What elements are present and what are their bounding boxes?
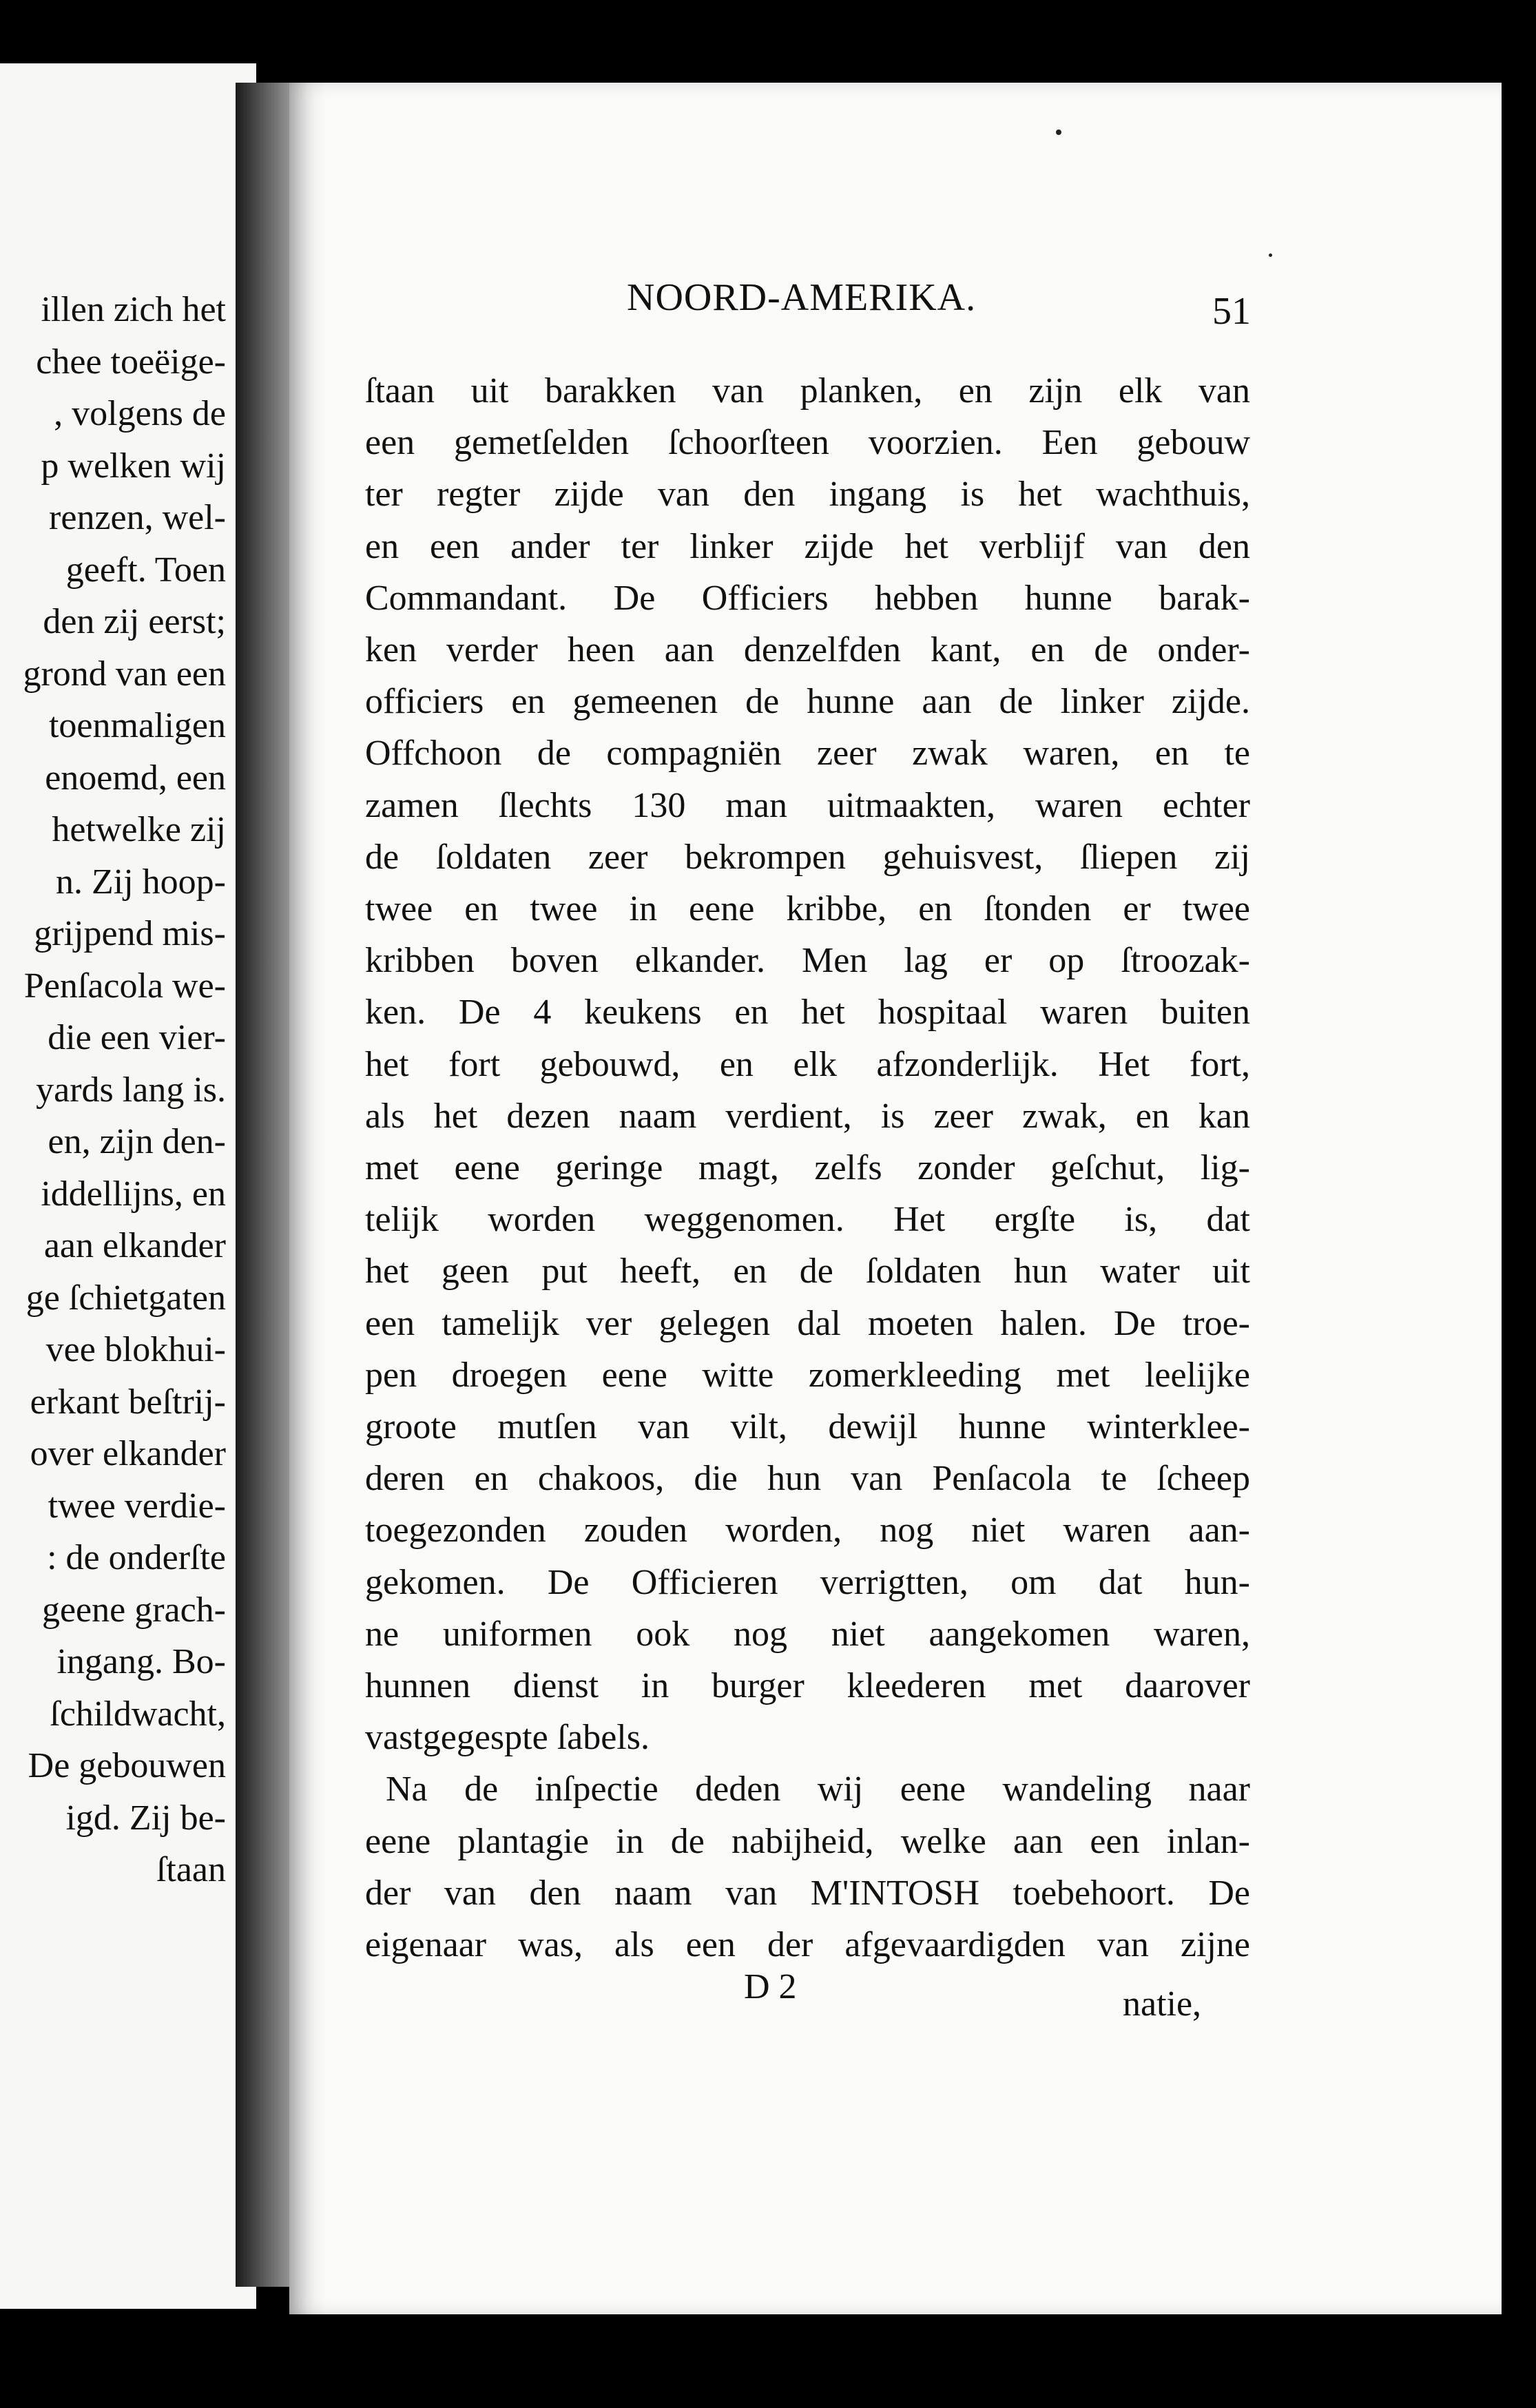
body-line: Offchoon de compagniën zeer zwak waren, en te bbox=[365, 734, 1250, 774]
body-line: met eene geringe magt, zelfs zonder geſchut, lig- bbox=[365, 1148, 1250, 1187]
body-line: Commandant. De Officiers hebben hunne barak- bbox=[365, 578, 1250, 618]
left-page-line: geene grach- bbox=[41, 1590, 226, 1630]
body-line: toegezonden zouden worden, nog niet waren aan- bbox=[365, 1511, 1250, 1550]
body-line: eigenaar was, als een der afgevaardigden van zijne bbox=[365, 1925, 1250, 1964]
body-line: twee en twee in eene kribbe, en ſtonden er twee bbox=[365, 889, 1250, 928]
body-line: vastgegespte ſabels. bbox=[365, 1718, 650, 1758]
body-line: en een ander ter linker zijde het verblijf van den bbox=[365, 526, 1250, 566]
body-line: telijk worden weggenomen. Het ergſte is, dat bbox=[365, 1200, 1250, 1240]
signature-mark: D 2 bbox=[744, 1967, 797, 2006]
body-line: ne uniformen ook nog niet aangekomen waren, bbox=[365, 1614, 1250, 1654]
left-page-line: over elkander bbox=[30, 1434, 226, 1473]
left-page-line: yards lang is. bbox=[36, 1070, 226, 1110]
body-line: eene plantagie in de nabijheid, welke aan een inlan- bbox=[365, 1821, 1250, 1861]
left-page-line: ſtaan bbox=[156, 1850, 226, 1889]
left-page-line: chee toeëige- bbox=[36, 342, 226, 382]
left-page-line: hetwelke zij bbox=[52, 810, 226, 849]
left-page-line: vee blokhui- bbox=[45, 1330, 226, 1369]
ink-speck bbox=[1269, 253, 1272, 257]
left-page-line: ingang. Bo- bbox=[56, 1642, 226, 1681]
body-line: Na de inſpectie deden wij eene wandeling naar bbox=[386, 1769, 1250, 1809]
body-line: het fort gebouwd, en elk afzonderlijk. Het fort, bbox=[365, 1044, 1250, 1084]
body-line: der van den naam van M'INTOSH toebehoort. De bbox=[365, 1873, 1250, 1913]
left-page-line: renzen, wel- bbox=[49, 498, 226, 537]
left-page-line: igd. Zij be- bbox=[65, 1798, 226, 1838]
left-page-line: Penſacola we- bbox=[23, 966, 226, 1006]
left-page-line: n. Zij hoop- bbox=[56, 862, 226, 902]
catchword: natie, bbox=[1123, 1984, 1202, 2024]
left-page-line: toenmaligen bbox=[48, 706, 226, 745]
left-page-line: twee verdie- bbox=[48, 1486, 226, 1526]
left-page-line: grond van een bbox=[23, 654, 226, 694]
ink-speck bbox=[1056, 129, 1061, 135]
left-page-line: , volgens de bbox=[54, 394, 226, 433]
body-line: een gemetſelden ſchoorſteen voorzien. Een gebouw bbox=[365, 423, 1250, 463]
left-page-line: en, zijn den- bbox=[48, 1122, 226, 1161]
left-page-line: De gebouwen bbox=[28, 1746, 226, 1785]
left-page-line: iddellijns, en bbox=[41, 1174, 226, 1214]
body-line: deren en chakoos, die hun van Penſacola te ſcheep bbox=[365, 1459, 1250, 1499]
left-page-line: illen zich het bbox=[41, 290, 226, 329]
left-page-line: : de onderſte bbox=[47, 1538, 226, 1577]
left-page bbox=[0, 63, 256, 2309]
left-page-line: ſchildwacht, bbox=[50, 1694, 226, 1734]
left-page-line: erkant beſtrij- bbox=[30, 1382, 226, 1422]
body-line: hunnen dienst in burger kleederen met daarover bbox=[365, 1666, 1250, 1705]
body-line: het geen put heeft, en de ſoldaten hun water uit bbox=[365, 1252, 1250, 1291]
left-page-line: enoemd, een bbox=[45, 758, 226, 798]
body-line: ken. De 4 keukens en het hospitaal waren buiten bbox=[365, 993, 1250, 1032]
left-page-line: den zij eerst; bbox=[43, 602, 226, 641]
running-head: NOORD-AMERIKA. bbox=[627, 276, 977, 319]
body-line: pen droegen eene witte zomerkleeding met leelijke bbox=[365, 1355, 1250, 1395]
body-line: de ſoldaten zeer bekrompen gehuisvest, ſliepen zij bbox=[365, 837, 1250, 877]
left-page-line: grijpend mis- bbox=[34, 914, 226, 953]
body-line: een tamelijk ver gelegen dal moeten halen. De troe- bbox=[365, 1303, 1250, 1343]
left-page-line: die een vier- bbox=[48, 1018, 226, 1057]
body-line: zamen ſlechts 130 man uitmaakten, waren echter bbox=[365, 785, 1250, 825]
left-page-line: p welken wij bbox=[41, 446, 226, 486]
left-page-line: ge ſchietgaten bbox=[25, 1278, 226, 1318]
body-line: ſtaan uit barakken van planken, en zijn elk van bbox=[365, 371, 1250, 411]
right-page bbox=[289, 83, 1502, 2314]
left-page-line: aan elkander bbox=[43, 1226, 226, 1265]
body-line: ter regter zijde van den ingang is het wachthuis, bbox=[365, 475, 1250, 515]
page-number: 51 bbox=[1212, 290, 1251, 333]
body-line: officiers en gemeenen de hunne aan de linker zijde. bbox=[365, 682, 1250, 722]
body-line: kribben boven elkander. Men lag er op ſtroozak- bbox=[365, 941, 1250, 981]
body-line: als het dezen naam verdient, is zeer zwak, en kan bbox=[365, 1096, 1250, 1136]
body-line: groote mutſen van vilt, dewijl hunne winterklee- bbox=[365, 1407, 1250, 1446]
body-line: gekomen. De Officieren verrigtten, om dat hun- bbox=[365, 1562, 1250, 1602]
body-line: ken verder heen aan denzelfden kant, en de onder- bbox=[365, 630, 1250, 670]
left-page-line: geeft. Toen bbox=[65, 550, 226, 590]
